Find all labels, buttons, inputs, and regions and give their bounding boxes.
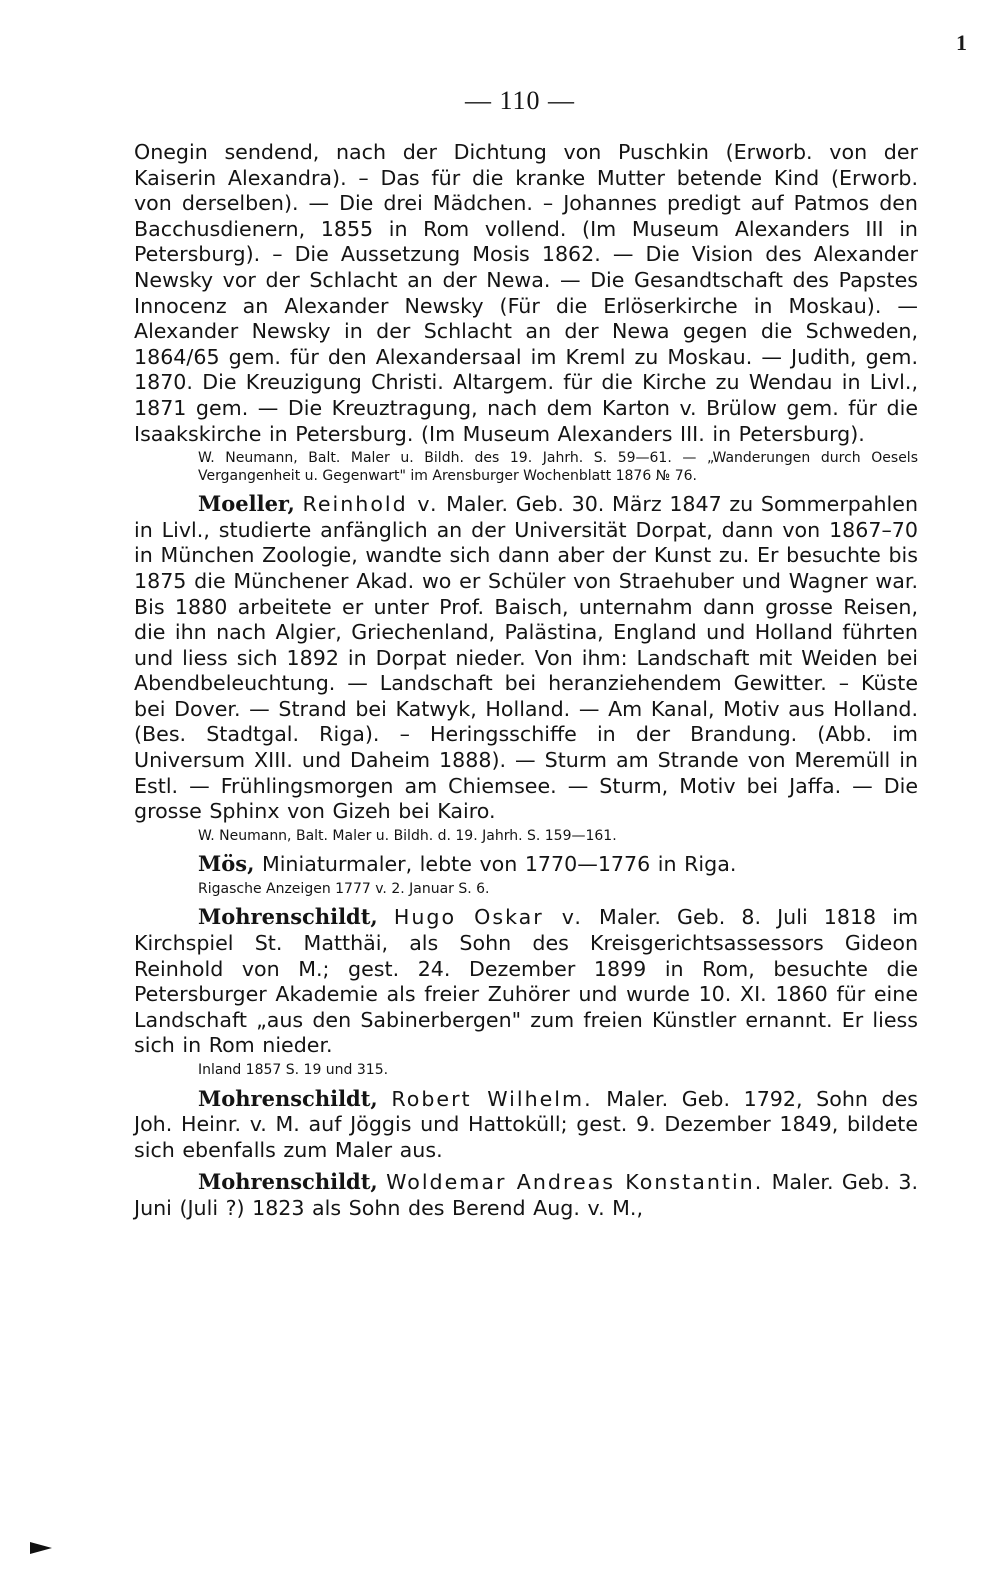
entry-text: Maler. Geb. 1792, Sohn des Joh. Heinr. v. M. auf Jöggis und Hattoküll; gest. 9. Dezember 1849, bildete sich ebenfalls zum Maler aus. — [134, 1086, 919, 1162]
entry-given-name: Woldemar Andreas Konstantin. — [386, 1170, 764, 1195]
entry-text: Maler. Geb. 3. Juni (Juli ?) 1823 als Sohn des Berend Aug. v. M., — [134, 1170, 919, 1220]
entry-name: Moeller, — [198, 491, 295, 517]
entry-given-name: Robert Wilhelm. — [391, 1086, 593, 1111]
entry-name: Mohrenschildt, — [198, 1085, 378, 1111]
entry-reference: Rigasche Anzeigen 1777 v. 2. Januar S. 6. — [198, 880, 490, 897]
entry-mohrenschildt-woldemar — [134, 1169, 918, 1221]
entry-moes — [134, 851, 918, 878]
page-number: — 110 — — [464, 86, 576, 115]
entry-mohrenschildt-hugo — [134, 904, 918, 1059]
triangle-marker-icon — [30, 1542, 52, 1554]
entry-text: Maler. Geb. 8. Juli 1818 im Kirchspiel St. Matthäi, als Sohn des Kreisgerichtsassessors Gideon Reinhold von M.; gest. 24. Dezember 1899 in Rom, besuchte die Petersburger Akademie als freier Zuhörer und wurde 10. XI. 1860 für eine Landschaft „aus den Sabinerbergen" zum freien Künstler ernannt. Er liess sich in Rom nieder. — [134, 905, 919, 1058]
continuation-reference: W. Neumann, Balt. Maler u. Bildh. des 19. Jahrh. S. 59—61. — „Wanderungen durch Oesels Vergangenheit u. Gegenwart" im Arensburger Wochenblatt 1876 № 76. — [198, 450, 918, 484]
entry-reference: W. Neumann, Balt. Maler u. Bildh. d. 19. Jahrh. S. 159—161. — [198, 827, 617, 844]
entry-reference: Inland 1857 S. 19 und 315. — [198, 1062, 389, 1078]
entry-name: Mös, — [198, 851, 255, 877]
entry-given-name: Reinhold v. — [302, 492, 439, 517]
corner-mark: 1 — [956, 30, 967, 55]
entry-moeller — [134, 491, 918, 825]
entry-given-name: Hugo Oskar v. — [393, 905, 583, 930]
page-body — [134, 140, 918, 1221]
entry-name: Mohrenschildt, — [198, 1169, 378, 1195]
continuation-paragraph: Onegin sendend, nach der Dichtung von Puschkin (Erworb. von der Kaiserin Alexandra). – Das für die kranke Mutter betende Kind (Erworb. von derselben). — Die drei Mädchen. – Johannes predigt auf Patmos den Bacchusdienern, 1855 in Rom vollend. (Im Museum Alexanders III in Petersburg). – Die Aussetzung Mosis 1862. — Die Vision des Alexander Newsky vor der Schlacht an der Newa. — Die Gesandtschaft des Papstes Innocenz an Alexander Newsky (Für die Erlöserkirche in Moskau). — Alexander Newsky in der Schlacht an der Newa gegen die Schweden, 1864/65 gem. für den Alexandersaal im Kreml zu Moskau. — Judith, gem. 1870. Die Kreuzigung Christi. Altargem. für die Kirche zu Wendau in Livl., 1871 gem. — Die Kreuztragung, nach dem Karton v. Brülow gem. für die Isaakskirche in Petersburg. (Im Museum Alexanders III. in Petersburg). — [134, 140, 918, 446]
entry-text: Miniaturmaler, lebte von 1770—1776 in Riga. — [261, 852, 737, 877]
entry-text: Maler. Geb. 30. März 1847 zu Sommerpahlen in Livl., studierte anfänglich an der Universität Dorpat, dann von 1867–70 in München Zoologie, wandte sich dann aber der Kunst zu. Er besuchte bis 1875 die Münchener Akad. wo er Schüler von Straehuber und Wagner war. Bis 1880 arbeitete er unter Prof. Baisch, unternahm dann grosse Reisen, die ihn nach Algier, Griechenland, Palästina, England und Holland führten und liess sich 1892 in Dorpat nieder. Von ihm: Landschaft mit Weiden bei Abendbeleuchtung. — Landschaft bei heranziehendem Gewitter. – Küste bei Dover. — Strand bei Katwyk, Holland. — Am Kanal, Motiv aus Holland. (Bes. Stadtgal. Riga). – Heringsschiffe in der Brandung. (Abb. im Universum XIII. und Daheim 1888). — Sturm am Strande von Meremüll in Estl. — Frühlingsmorgen am Chiemsee. — Sturm, Motiv bei Jaffa. — Die grosse Sphinx von Gizeh bei Kairo. — [134, 492, 918, 824]
entry-name: Mohrenschildt, — [198, 904, 378, 930]
entry-mohrenschildt-robert — [134, 1086, 918, 1164]
